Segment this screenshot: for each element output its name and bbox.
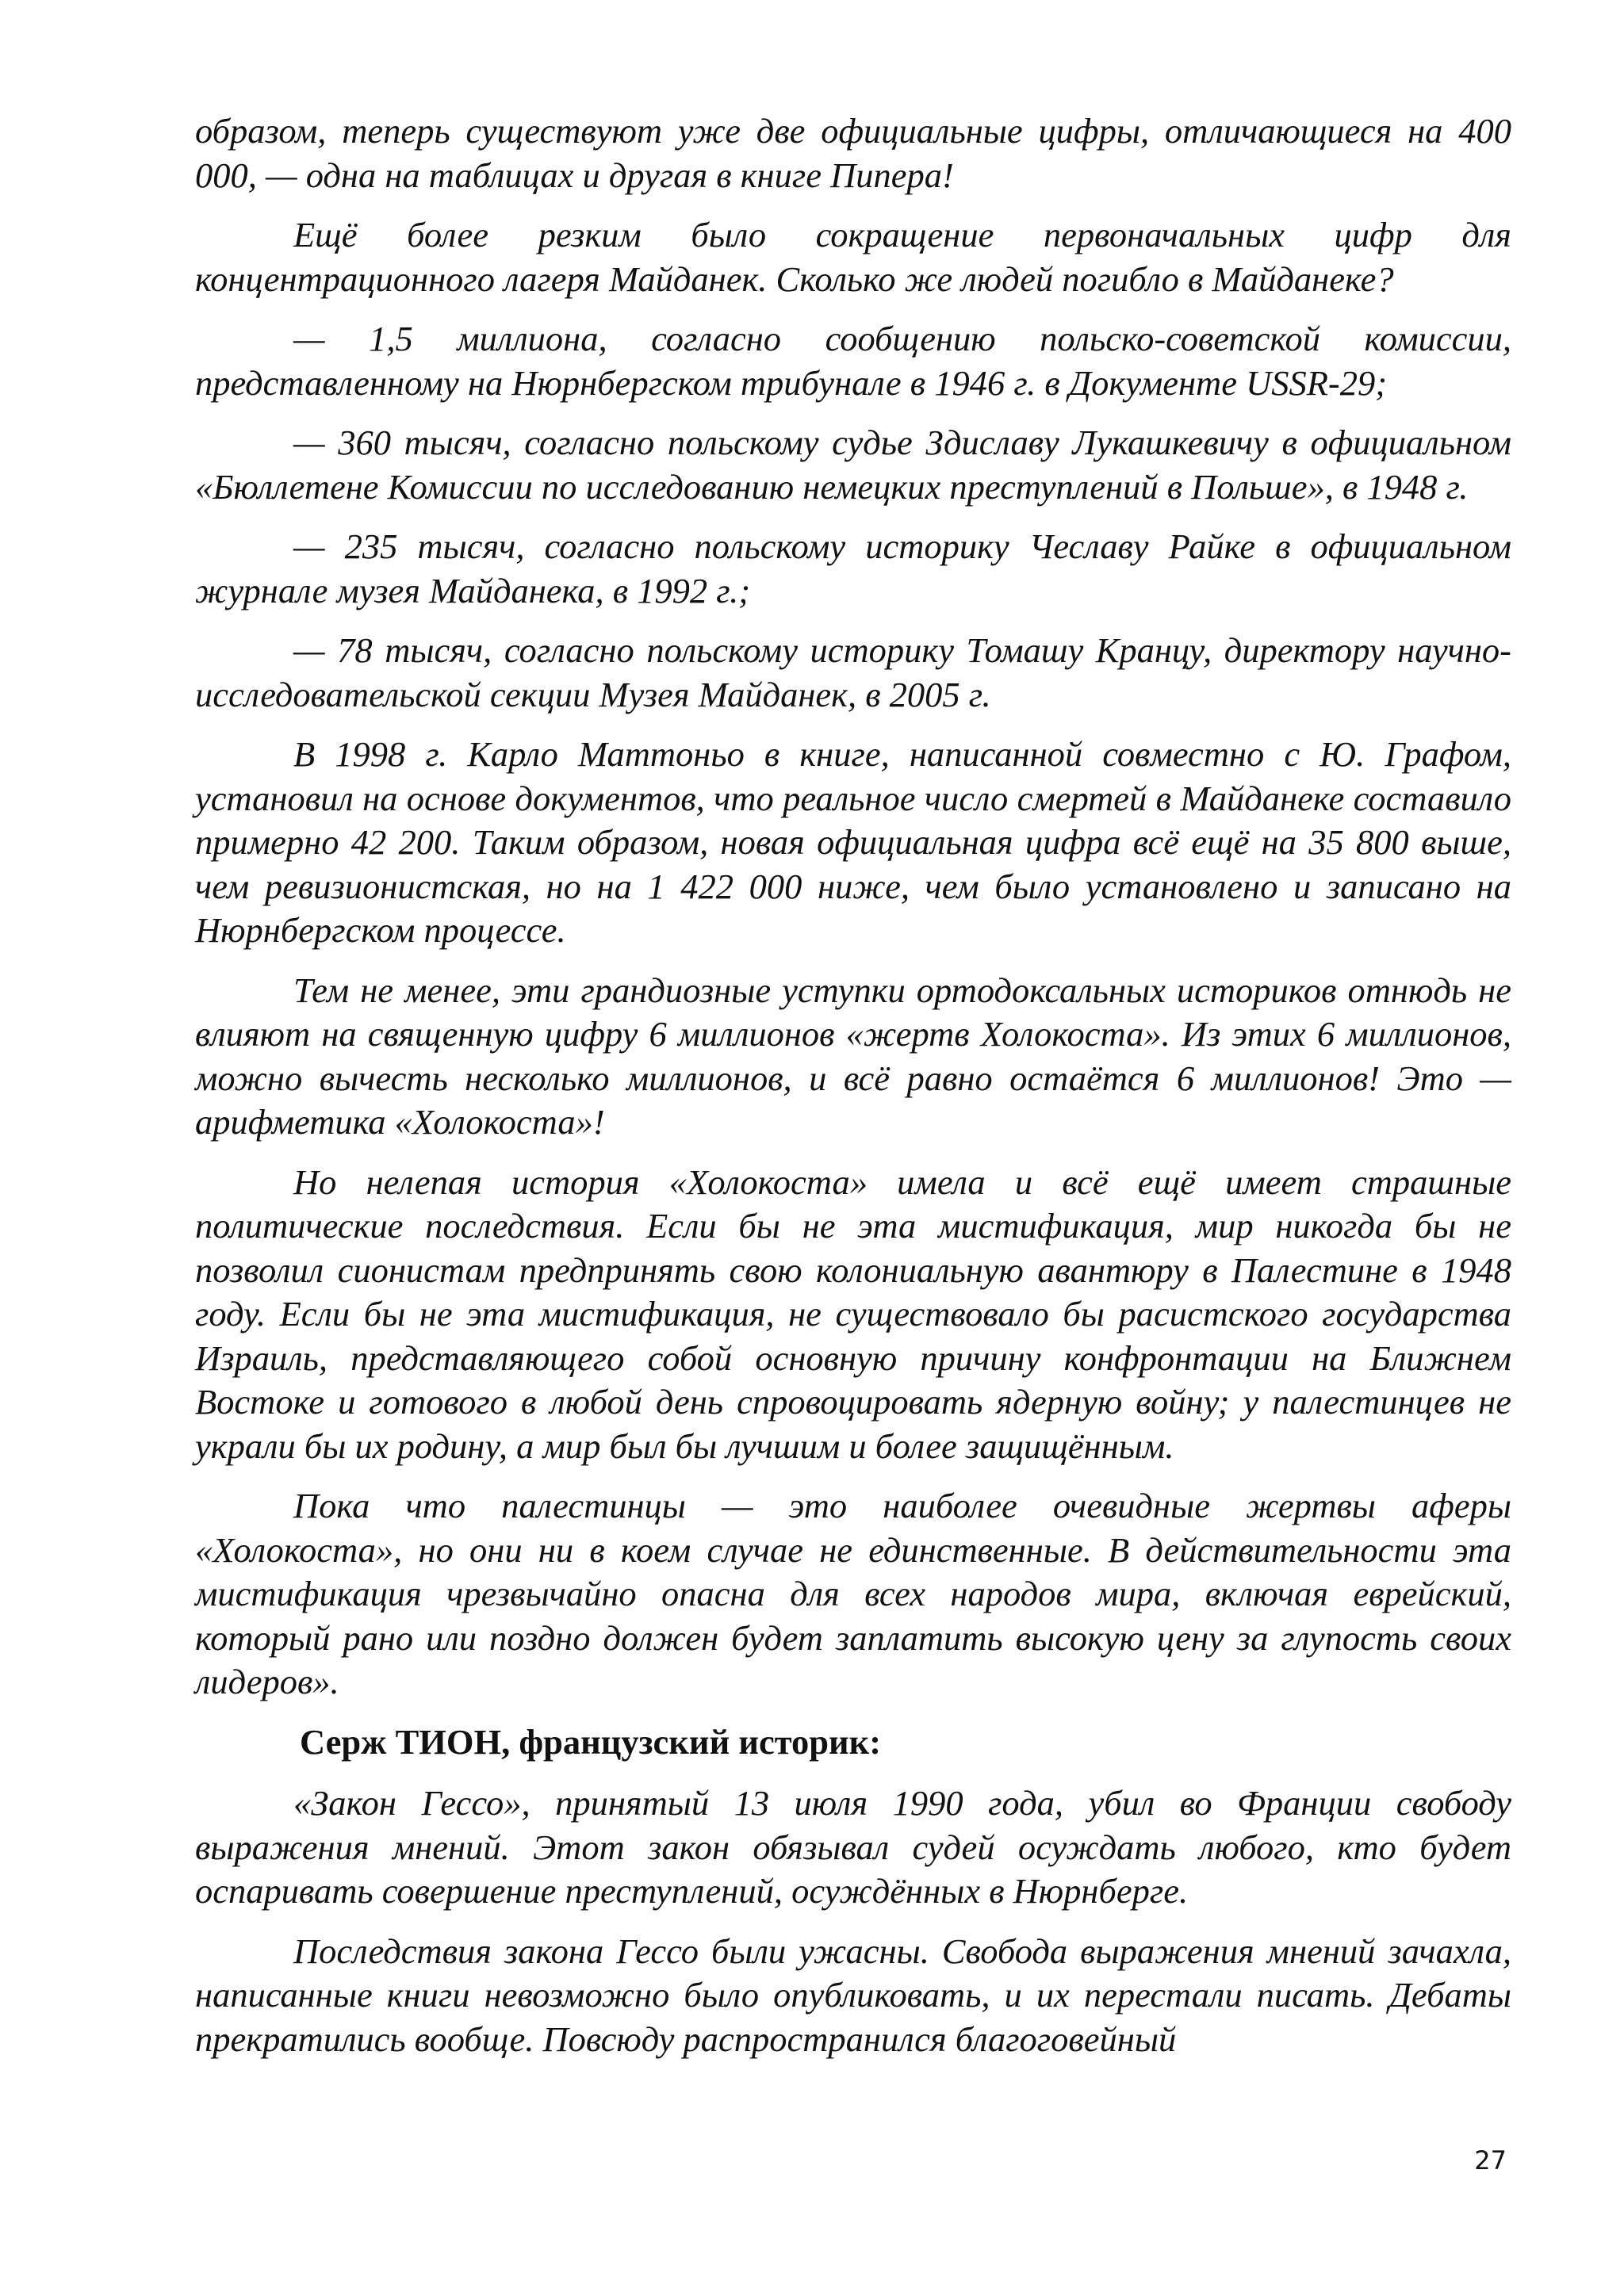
page-body [195, 109, 1511, 2077]
paragraph-law-consequences: Последствия закона Гессо были ужасны. Свобода выражения мнений зачахла, написанные книги невозможно было опубликовать, и их перестали писать. Дебаты прекратились вообще. Повсюду распространился благоговейный [195, 1931, 1511, 2059]
paragraph-six-million: Тем не менее, эти грандиозные уступки ортодоксальных историков отнюдь не влияют на священную цифру 6 миллионов «жертв Холокоста». Из этих 6 миллионов, можно вычесть несколько миллионов, и всё равно остаётся 6 миллионов! Это — арифметика «Холокоста»! [195, 970, 1511, 1142]
paragraph-majdanek-question: Ещё более резким было сокращение первоначальных цифр для концентрационного лагеря Майданек. Сколько же людей погибло в Майданеке? [195, 215, 1511, 299]
page-number: 27 [1474, 2145, 1507, 2175]
paragraph-estimate-1946: — 1,5 миллиона, согласно сообщению польско-советской комиссии, представленному на Нюрнбергском трибунале в 1946 г. в Документе USSR-29; [195, 319, 1511, 403]
section-heading: Серж ТИОН, французский историк: [300, 1721, 882, 1762]
paragraph-political-consequences: Но нелепая история «Холокоста» имела и всё ещё имеет страшные политические последствия. Если бы не эта мистификация, мир никогда бы не позволил сионистам предпринять свою колониальную авантюру в Палестине в 1948 году. Если бы не эта мистификация, не существовало бы расистского государства Израиль, представляющего собой основную причину конфронтации на Ближнем Востоке и готового в любой день спровоцировать ядерную войну; у палестинцев не украли бы их родину, а мир был бы лучшим и более защищённым. [195, 1161, 1511, 1466]
paragraph-continuation: образом, теперь существуют уже две официальные цифры, отличающиеся на 400 000, — одна на таблицах и другая в книге Пипера! [195, 111, 1511, 195]
paragraph-mattogno-1998: В 1998 г. Карло Маттоньо в книге, написанной совместно с Ю. Графом, установил на основе документов, что реальное число смертей в Майданеке составило примерно 42 200. Таким образом, новая официальная цифра всё ещё на 35 800 выше, чем ревизионистская, но на 1 422 000 ниже, чем было установлено и записано на Нюрнбергском процессе. [195, 734, 1511, 950]
paragraph-estimate-1992: — 235 тысяч, согласно польскому историку Чеславу Райке в официальном журнале музея Майданека, в 1992 г.; [195, 526, 1511, 610]
paragraph-estimate-2005: — 78 тысяч, согласно польскому историку Томашу Кранцу, директору научно-исследовательской секции Музея Майданек, в 2005 г. [195, 630, 1511, 714]
paragraph-palestinians: Пока что палестинцы — это наиболее очевидные жертвы аферы «Холокоста», но они ни в коем случае не единственные. В действительности эта мистификация чрезвычайно опасна для всех народов мира, включая еврейский, который рано или поздно должен будет заплатить высокую цену за глупость своих лидеров». [195, 1486, 1511, 1701]
paragraph-gayssot-law: «Закон Гессо», принятый 13 июля 1990 года, убил во Франции свободу выражения мнений. Этот закон обязывал судей осуждать любого, кто будет оспаривать совершение преступлений, осуждённых в Нюрнберге. [195, 1783, 1511, 1911]
paragraph-estimate-1948: — 360 тысяч, согласно польскому судье Здиславу Лукашкевичу в официальном «Бюллетене Комиссии по исследованию немецких преступлений в Польше», в 1948 г. [195, 423, 1511, 507]
